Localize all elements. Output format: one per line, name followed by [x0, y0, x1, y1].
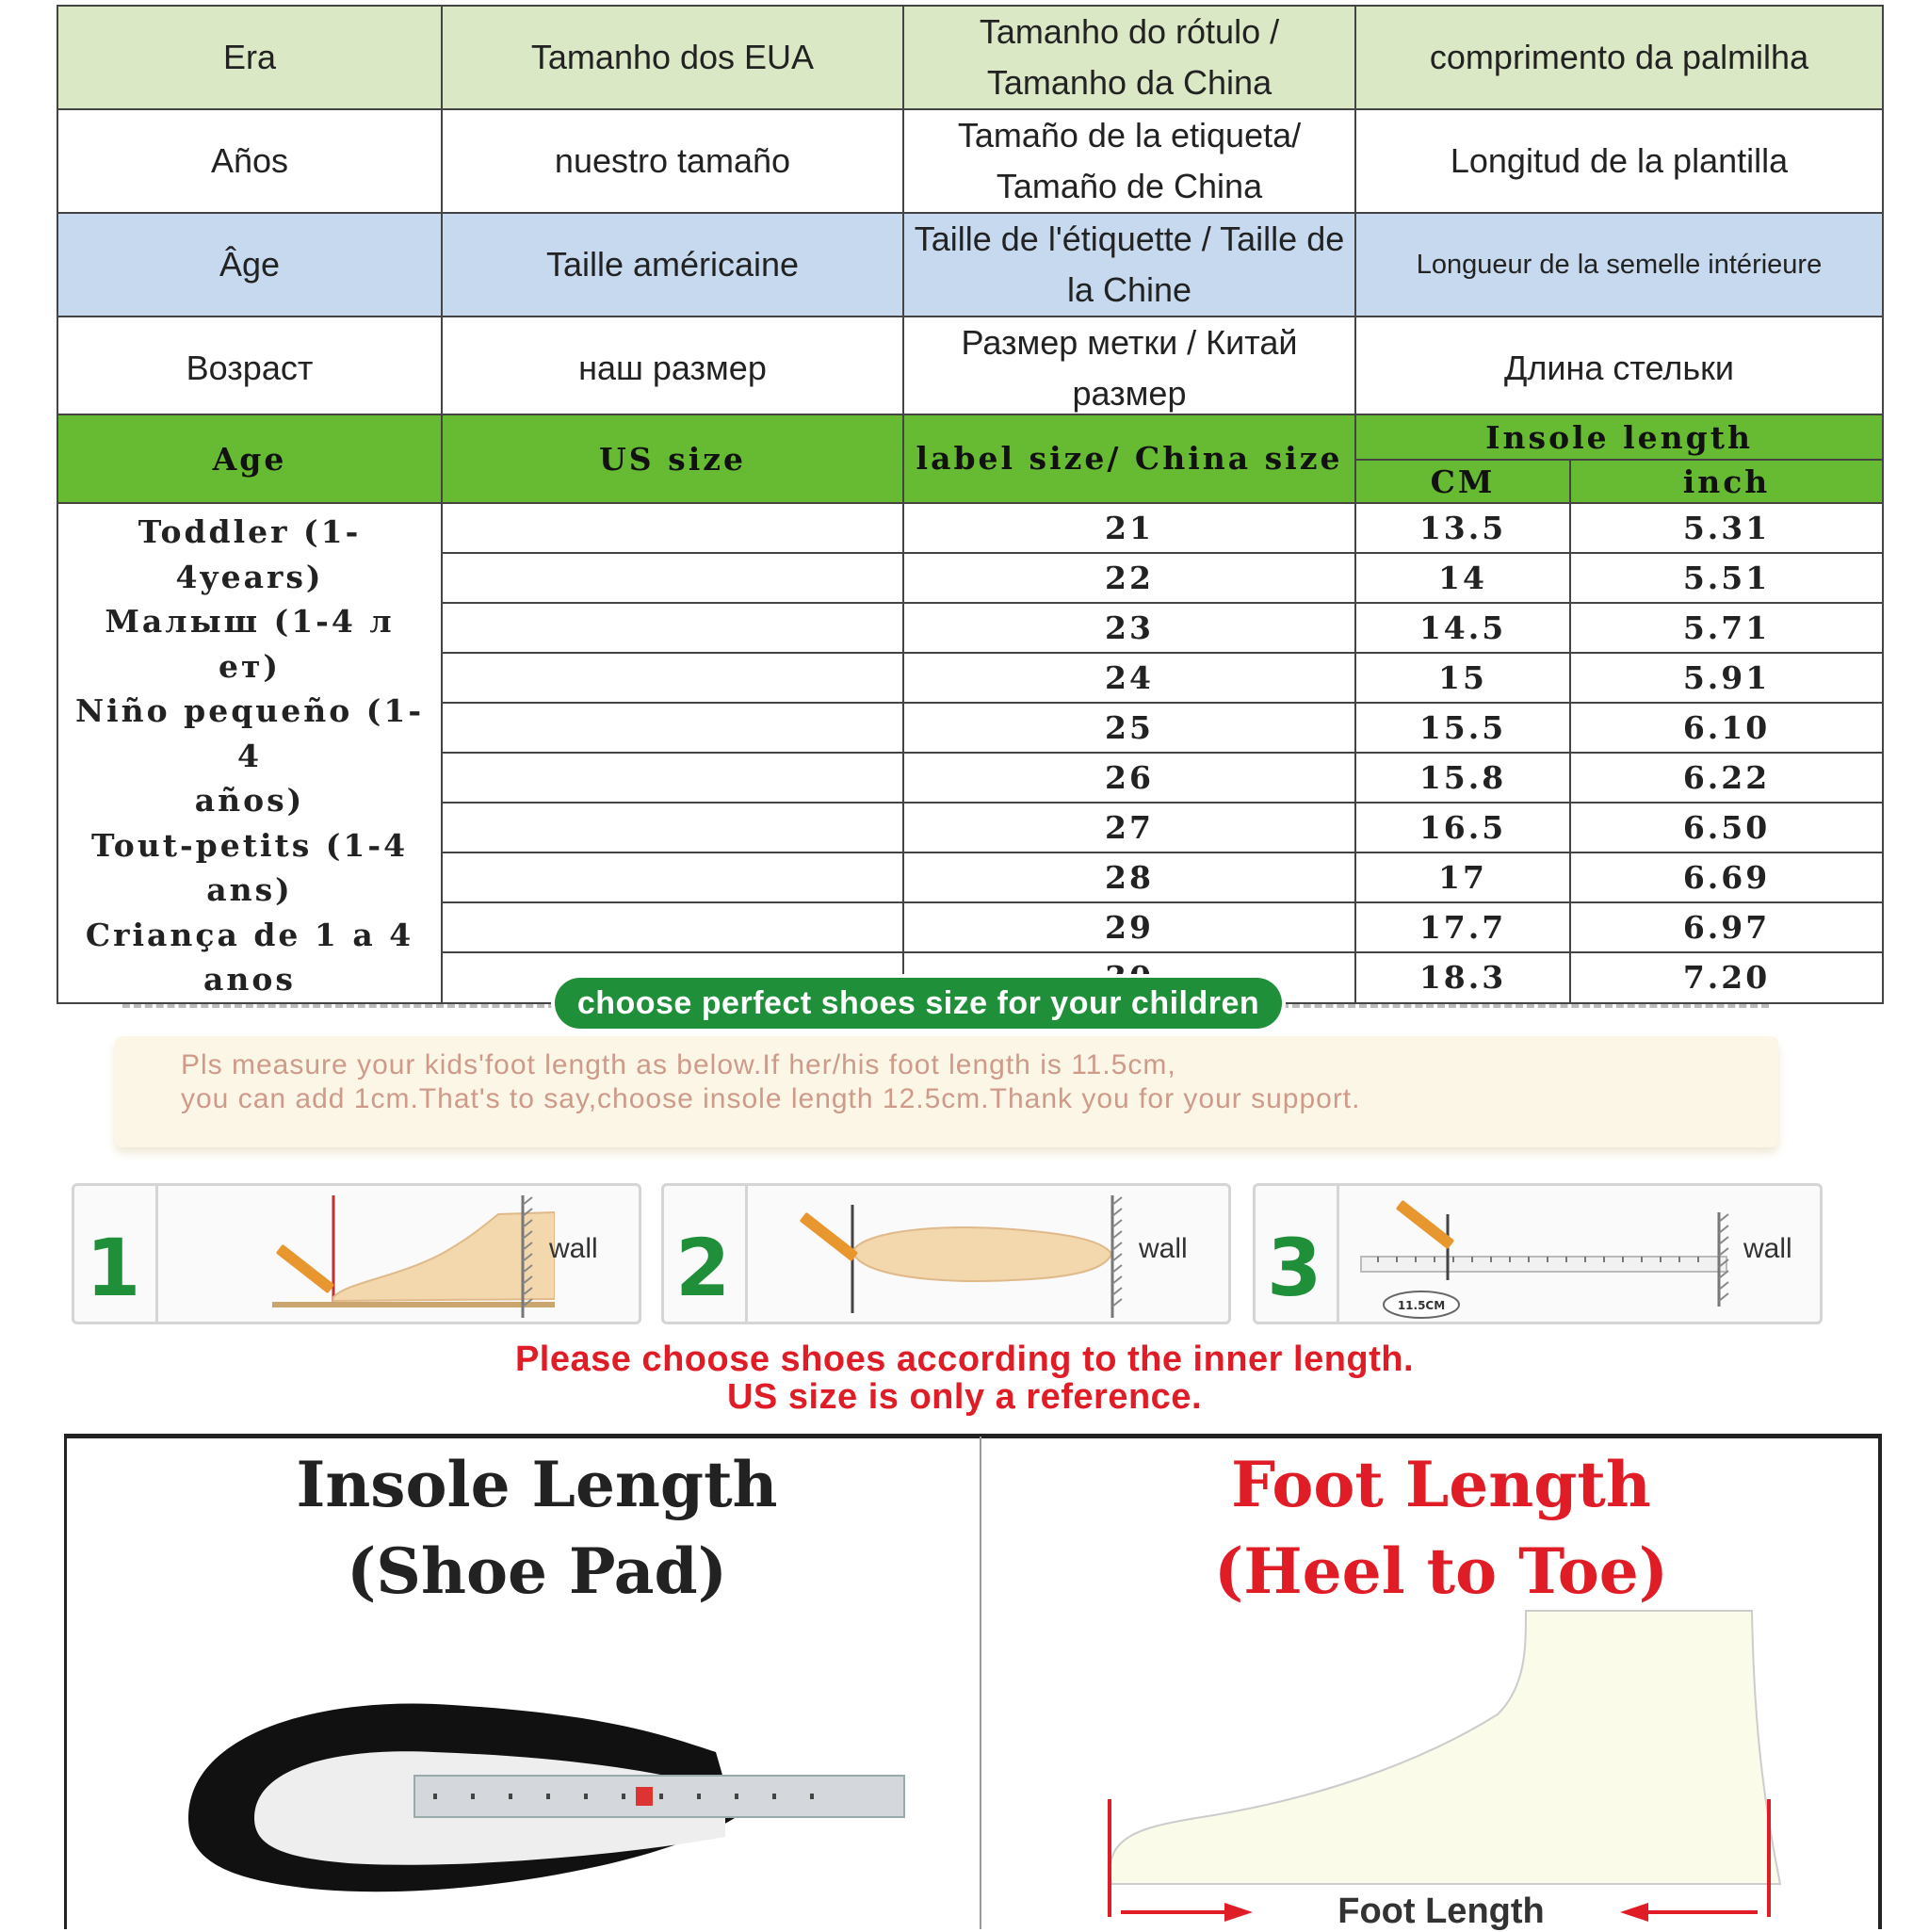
- us-cell: [442, 503, 903, 553]
- column-header-us-size: US size: [442, 414, 903, 503]
- inch-cell: 6.22: [1570, 753, 1883, 803]
- foot-title-line-1: Foot Length: [1231, 1448, 1651, 1521]
- label-cell: 22: [903, 553, 1355, 603]
- shoe-insole-measure-icon: [170, 1677, 923, 1922]
- age-group-line: Малыш (1-4 л: [105, 603, 395, 640]
- measurement-note: [115, 1036, 1778, 1147]
- age-group-line: años): [194, 782, 305, 819]
- step-3-panel: [1253, 1183, 1823, 1324]
- inch-cell: 6.69: [1570, 852, 1883, 902]
- column-header-label-size: label size/ China size: [903, 414, 1355, 503]
- header-cell: Возраст: [57, 317, 442, 420]
- wall-label: wall: [1743, 1233, 1792, 1264]
- label-cell: 27: [903, 803, 1355, 852]
- age-group-line: Tout-petits (1-4: [90, 826, 409, 864]
- inch-cell: 5.31: [1570, 503, 1883, 553]
- age-group-line: anos: [203, 961, 296, 998]
- cm-cell: 14.5: [1355, 603, 1570, 653]
- label-cell: 25: [903, 703, 1355, 753]
- inch-cell: 5.91: [1570, 653, 1883, 703]
- dashed-line-left: [122, 1004, 556, 1008]
- us-cell: [442, 703, 903, 753]
- header-cell: nuestro tamaño: [442, 109, 903, 213]
- foot-top-view-icon: [749, 1186, 1144, 1323]
- cm-cell: 15.5: [1355, 703, 1570, 753]
- wall-label: wall: [549, 1233, 598, 1264]
- header-cell: Длина стельки: [1355, 317, 1883, 420]
- label-cell: 23: [903, 603, 1355, 653]
- label-cell: 28: [903, 852, 1355, 902]
- foot-side-icon: [1083, 1601, 1799, 1922]
- wall-label: wall: [1139, 1233, 1188, 1264]
- step-2-panel: [661, 1183, 1231, 1324]
- foot-title-line-2: (Heel to Toe): [1214, 1534, 1668, 1608]
- us-cell: [442, 653, 903, 703]
- size-table: [57, 414, 1884, 1004]
- age-group-line: ет): [218, 647, 282, 685]
- multilingual-header-table: [57, 5, 1884, 421]
- header-row-portuguese: [57, 6, 1883, 109]
- insole-title-line-1: Insole Length: [296, 1448, 778, 1521]
- inch-cell: 6.97: [1570, 902, 1883, 952]
- banner-pill: [551, 974, 1286, 1032]
- inch-cell: 7.20: [1570, 952, 1883, 1002]
- inch-cell: 6.50: [1570, 803, 1883, 852]
- label-cell: 24: [903, 653, 1355, 703]
- label-cell: 29: [903, 902, 1355, 952]
- us-cell: [442, 603, 903, 653]
- inch-cell: 5.71: [1570, 603, 1883, 653]
- note-line-2: you can add 1cm.That's to say,choose insole length 12.5cm.Thank you for your support.: [181, 1083, 1361, 1114]
- wall-icon: [1711, 1212, 1732, 1307]
- header-cell: Tamaño de la etiqueta/ Tamaño de China: [903, 109, 1355, 213]
- column-header-inch: inch: [1570, 460, 1883, 503]
- age-group-line: Niño pequeño (1-4: [74, 692, 425, 774]
- step-number: 3: [1267, 1222, 1322, 1314]
- size-row: [57, 503, 1883, 553]
- age-group-line: 4years): [175, 558, 324, 595]
- label-cell: 21: [903, 503, 1355, 553]
- header-cell: Taille de l'étiquette / Taille de la Chine: [903, 213, 1355, 317]
- us-cell: [442, 902, 903, 952]
- size-table-body: [57, 503, 1883, 1003]
- insole-title-line-2: (Shoe Pad): [347, 1534, 727, 1608]
- step-number: 2: [675, 1222, 731, 1314]
- cm-cell: 17: [1355, 852, 1570, 902]
- cm-cell: 13.5: [1355, 503, 1570, 553]
- header-cell: Размер метки / Китай размер: [903, 317, 1355, 420]
- cm-cell: 15: [1355, 653, 1570, 703]
- wall-icon: [515, 1195, 536, 1318]
- age-group-line: ans): [206, 871, 293, 908]
- wall-icon: [1105, 1195, 1126, 1318]
- cm-cell: 16.5: [1355, 803, 1570, 852]
- step-number: 1: [86, 1222, 141, 1314]
- header-cell: Tamanho do rótulo / Tamanho da China: [903, 6, 1355, 109]
- warning-line-1: Please choose shoes according to the inner length.: [514, 1339, 1415, 1379]
- label-cell: 26: [903, 753, 1355, 803]
- header-cell: Âge: [57, 213, 442, 317]
- cm-cell: 17.7: [1355, 902, 1570, 952]
- cm-cell: 14: [1355, 553, 1570, 603]
- note-line-1: Pls measure your kids'foot length as below.If her/his foot length is 11.5cm,: [181, 1049, 1176, 1080]
- foot-length-label: Foot Length: [1337, 1891, 1545, 1931]
- us-cell: [442, 553, 903, 603]
- insole-length-title: [113, 1441, 961, 1615]
- cm-cell: 15.8: [1355, 753, 1570, 803]
- foot-side-view-icon: [159, 1186, 555, 1323]
- us-cell: [442, 803, 903, 852]
- age-group-cell: [57, 503, 442, 1003]
- header-row-spanish: [57, 109, 1883, 213]
- inch-cell: 6.10: [1570, 703, 1883, 753]
- header-cell: Taille américaine: [442, 213, 903, 317]
- size-table-header-row: [57, 414, 1883, 460]
- age-group-line: Criança de 1 a 4: [85, 916, 414, 953]
- column-header-cm: CM: [1355, 460, 1570, 503]
- header-cell: Años: [57, 109, 442, 213]
- ruler-reading-label: 11.5CM: [1397, 1299, 1446, 1312]
- inch-cell: 5.51: [1570, 553, 1883, 603]
- column-header-insole-length: Insole length: [1355, 414, 1883, 460]
- header-cell: наш размер: [442, 317, 903, 420]
- cm-cell: 18.3: [1355, 952, 1570, 1002]
- foot-length-title: [1027, 1441, 1856, 1615]
- dashed-line-right: [1281, 1004, 1769, 1008]
- header-cell: Tamanho dos EUA: [442, 6, 903, 109]
- header-cell: Longitud de la plantilla: [1355, 109, 1883, 213]
- header-row-russian: [57, 317, 1883, 420]
- banner-title: choose perfect shoes size for your children: [555, 978, 1282, 1029]
- header-cell: comprimento da palmilha: [1355, 6, 1883, 109]
- header-cell: Longueur de la semelle intérieure: [1355, 213, 1883, 317]
- warning-line-2: US size is only a reference.: [726, 1377, 1202, 1417]
- column-header-age: Age: [57, 414, 442, 503]
- age-group-line: Toddler (1-: [138, 513, 362, 550]
- comparison-divider: [980, 1437, 981, 1929]
- us-cell: [442, 852, 903, 902]
- header-cell: Era: [57, 6, 442, 109]
- us-cell: [442, 753, 903, 803]
- header-row-french: [57, 213, 1883, 317]
- step-1-panel: [72, 1183, 641, 1324]
